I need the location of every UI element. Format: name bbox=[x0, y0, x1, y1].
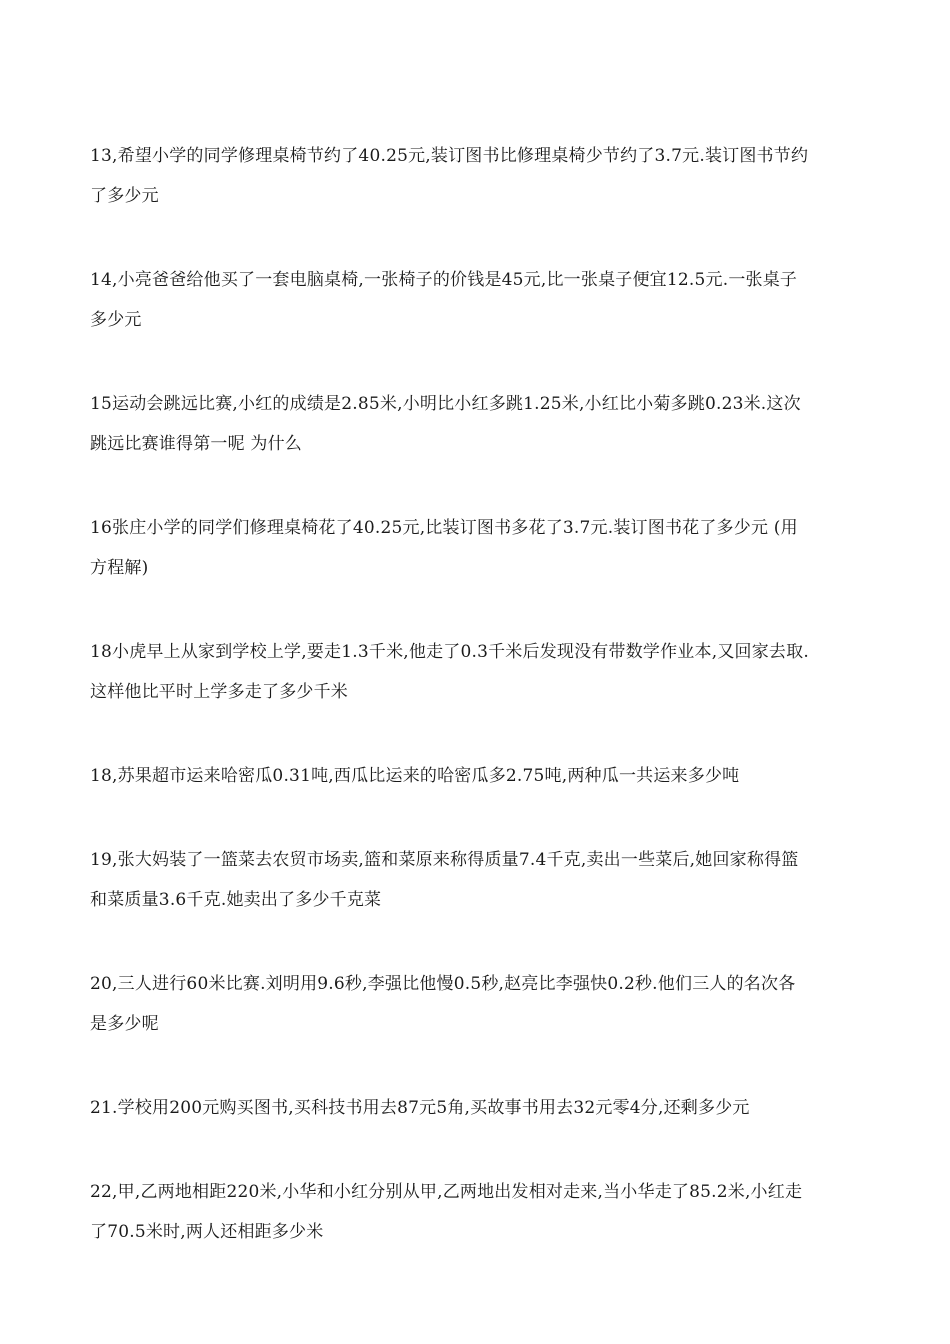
problem-text-line: 20,三人进行60米比赛.刘明用9.6秒,李强比他慢0.5秒,赵亮比李强快0.2秒.他们三人的名次各 bbox=[90, 974, 796, 994]
problem-text-line: 了多少元 bbox=[90, 186, 159, 206]
problem-19 bbox=[90, 840, 890, 920]
problem-14 bbox=[90, 260, 890, 340]
problem-text-line: 了70.5米时,两人还相距多少米 bbox=[90, 1222, 324, 1242]
problem-text-line: 18,苏果超市运来哈密瓜0.31吨,西瓜比运来的哈密瓜多2.75吨,两种瓜一共运来多少吨 bbox=[90, 766, 740, 786]
problem-text-line: 方程解) bbox=[90, 558, 149, 578]
problem-13 bbox=[90, 136, 890, 216]
problem-list bbox=[90, 136, 890, 1252]
problem-text-line: 多少元 bbox=[90, 310, 142, 330]
problem-text-line: 13,希望小学的同学修理桌椅节约了40.25元,装订图书比修理桌椅少节约了3.7元.装订图书节约 bbox=[90, 146, 809, 166]
problem-text-line: 14,小亮爸爸给他买了一套电脑桌椅,一张椅子的价钱是45元,比一张桌子便宜12.5元.一张桌子 bbox=[90, 270, 798, 290]
problem-text-line: 22,甲,乙两地相距220米,小华和小红分别从甲,乙两地出发相对走来,当小华走了85.2米,小红走 bbox=[90, 1182, 803, 1202]
problem-text-line: 21.学校用200元购买图书,买科技书用去87元5角,买故事书用去32元零4分,还剩多少元 bbox=[90, 1098, 750, 1118]
problem-18a bbox=[90, 632, 890, 712]
problem-text-line: 16张庄小学的同学们修理桌椅花了40.25元,比装订图书多花了3.7元.装订图书花了多少元 (用 bbox=[90, 518, 798, 538]
problem-text-line: 15运动会跳远比赛,小红的成绩是2.85米,小明比小红多跳1.25米,小红比小菊多跳0.23米.这次 bbox=[90, 394, 801, 414]
problem-16 bbox=[90, 508, 890, 588]
problem-21 bbox=[90, 1088, 890, 1128]
problem-text-line: 是多少呢 bbox=[90, 1014, 159, 1034]
problem-text-line: 19,张大妈装了一篮菜去农贸市场卖,篮和菜原来称得质量7.4千克,卖出一些菜后,她回家称得篮 bbox=[90, 850, 799, 870]
problem-22 bbox=[90, 1172, 890, 1252]
problem-text-line: 跳远比赛谁得第一呢 为什么 bbox=[90, 434, 303, 454]
problem-text-line: 18小虎早上从家到学校上学,要走1.3千米,他走了0.3千米后发现没有带数学作业本,又回家去取. bbox=[90, 642, 809, 662]
problem-18b bbox=[90, 756, 890, 796]
problem-text-line: 和菜质量3.6千克.她卖出了多少千克菜 bbox=[90, 890, 382, 910]
problem-text-line: 这样他比平时上学多走了多少千米 bbox=[90, 682, 348, 702]
problem-15 bbox=[90, 384, 890, 464]
problem-20 bbox=[90, 964, 890, 1044]
